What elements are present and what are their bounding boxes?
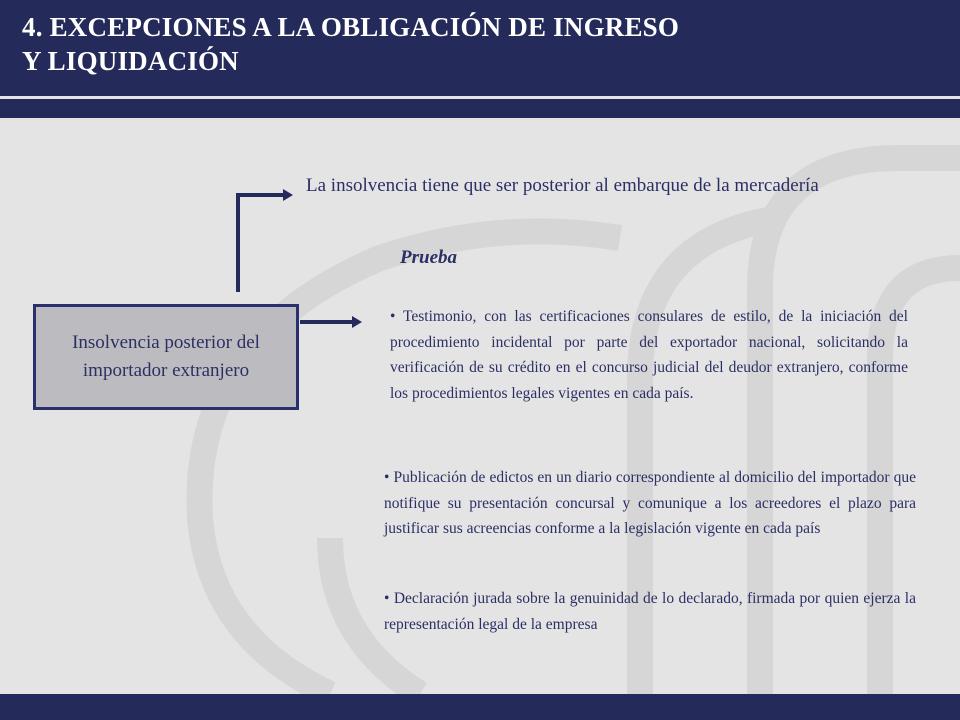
title-line-2: Y LIQUIDACIÓN: [22, 46, 239, 76]
arrowhead-right: [352, 316, 362, 328]
connector-up-arrow: [238, 195, 283, 292]
proof-item-declaracion: [384, 586, 916, 637]
proof-item-publicacion: [384, 465, 916, 542]
proof-heading: Prueba: [400, 247, 457, 268]
bullet: •: [390, 308, 396, 325]
arrowhead-top: [283, 189, 293, 201]
proof-item-text: Testimonio, con las certificaciones consulares de estilo, de la iniciación del procedimiento incidental por parte del exportador nacional, solicitando la verificación de su crédito en el concurso judicial del deudor extranjero, conforme los procedimientos legales vigentes en cada país.: [390, 308, 908, 402]
title-line-1: 4. EXCEPCIONES A LA OBLIGACIÓN DE INGRESO: [22, 12, 680, 42]
proof-item-testimonio: [390, 304, 908, 406]
proof-item-text: Publicación de edictos en un diario correspondiente al domicilio del importador que notifique su presentación concursal y comunique a los acreedores el plazo para justificar sus acreencias conforme a la legislación vigente en cada país: [384, 469, 916, 537]
bullet: •: [384, 469, 390, 486]
proof-item-text: Declaración jurada sobre la genuinidad de lo declarado, firmada por quien ejerza la representación legal de la empresa: [384, 590, 916, 633]
footer-bar: [0, 694, 960, 720]
insolvency-box: [33, 304, 299, 410]
insolvency-box-label: Insolvencia posterior del importador extranjero: [72, 332, 260, 381]
bullet: •: [384, 590, 390, 607]
posterior-shipment-statement: La insolvencia tiene que ser posterior al embarque de la mercadería: [306, 175, 819, 196]
